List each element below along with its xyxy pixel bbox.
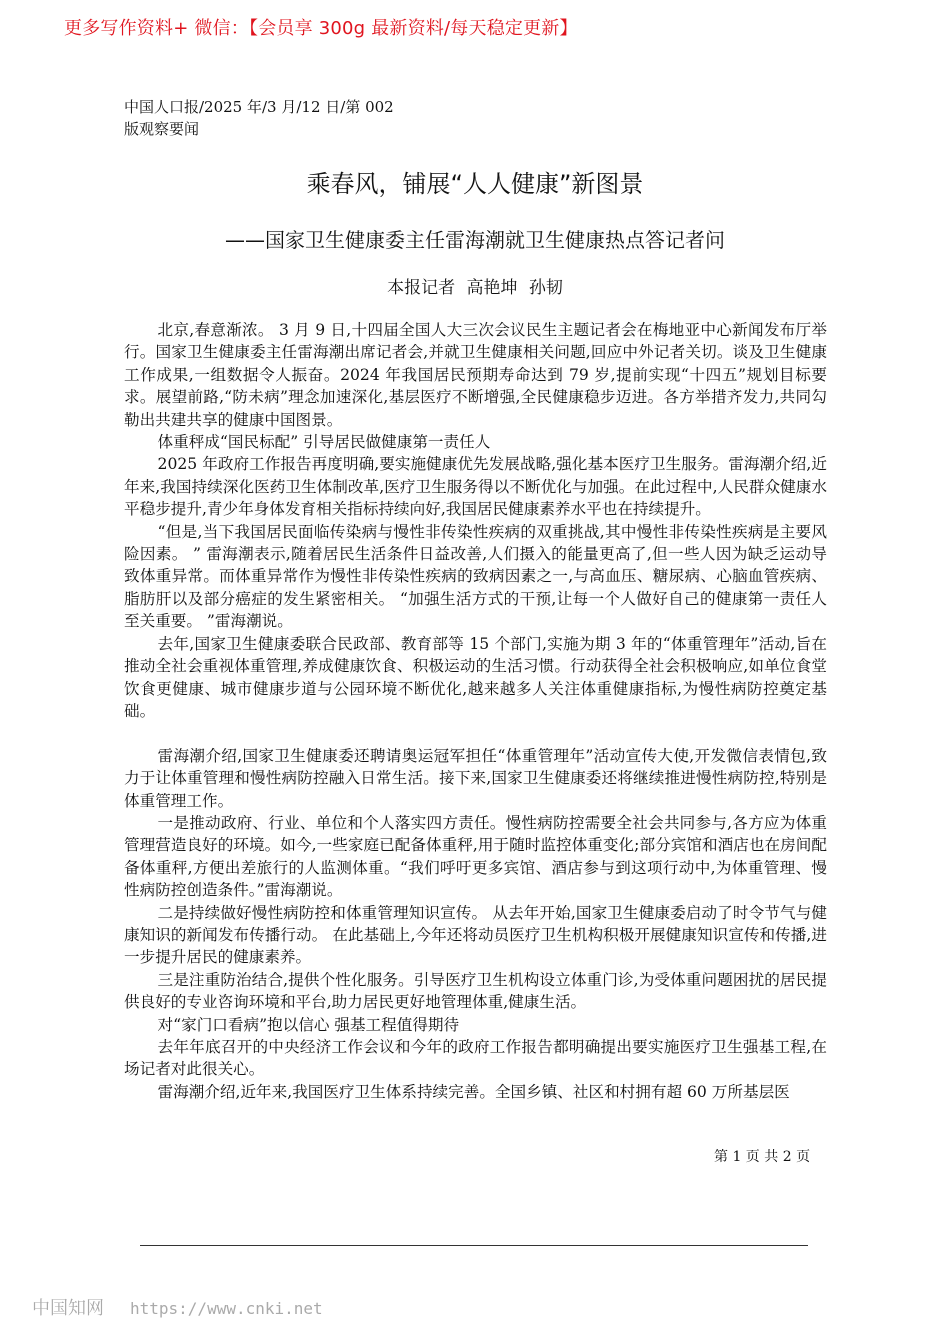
cnki-url[interactable]: https://www.cnki.net	[130, 1299, 323, 1318]
source-line: 中国人口报/2025 年/3 月/12 日/第 002	[124, 98, 394, 116]
paragraph: 去年,国家卫生健康委联合民政部、教育部等 15 个部门,实施为期 3 年的“体重管理年”活动,旨在推动全社会重视体重管理,养成健康饮食、积极运动的生活习惯。行动获得全社会积极响应,如单位食堂饮食更健康、城市健康步道与公园环境不断优化,越来越多人关注体重健康指标,为慢性病防控奠定基础。	[124, 634, 827, 720]
paragraph: 北京,春意渐浓。 3 月 9 日,十四届全国人大三次会议民生主题记者会在梅地亚中心新闻发布厅举行。国家卫生健康委主任雷海潮出席记者会,并就卫生健康相关问题,回应中外记者关切。谈及卫生健康工作成果,一组数据令人振奋。2024 年我国居民预期寿命达到 79 岁,提前实现“十四五”规划目标要求。展望前路,“防未病”理念加速深化,基层医疗不断增强,全民健康稳步迈进。各方举措齐发力,共同勾勒出共建共享的健康中国图景。	[124, 321, 827, 429]
cnki-logo-text: 中国知网	[32, 1298, 104, 1319]
paragraph: “但是,当下我国居民面临传染病与慢性非传染性疾病的双重挑战,其中慢性非传染性疾病是主要风险因素。 ” 雷海潮表示,随着居民生活条件日益改善,人们摄入的能量更高了,但一些人因为缺乏运动导致体重异常。而体重异常作为慢性非传染性疾病的致病因素之一,与高血压、糖尿病、心脑血管疾病、脂肪肝以及部分癌症的发生紧密相关。 “加强生活方式的干预,让每一个人做好自己的健康第一责任人至关重要。 ”雷海潮说。	[124, 522, 827, 631]
article-body	[124, 319, 827, 1103]
source-section: 版观察要闻	[124, 120, 200, 138]
page-number: 第 1 页 共 2 页	[714, 1149, 811, 1165]
source-info	[124, 96, 394, 140]
section-heading: 对“家门口看病”抱以信心 强基工程值得期待	[157, 1015, 460, 1034]
paragraph: 二是持续做好慢性病防控和体重管理知识宣传。 从去年开始,国家卫生健康委启动了时令节气与健康知识的新闻发布传播行动。 在此基础上,今年还将动员医疗卫生机构积极开展健康知识宣传和传播,进一步提升居民的健康素养。	[124, 903, 827, 967]
paragraph: 去年年底召开的中央经济工作会议和今年的政府工作报告都明确提出要实施医疗卫生强基工程,在场记者对此很关心。	[124, 1037, 827, 1079]
divider	[140, 1245, 808, 1246]
paragraph: 雷海潮介绍,近年来,我国医疗卫生体系持续完善。全国乡镇、社区和村拥有超 60 万所基层医	[157, 1082, 790, 1101]
promo-banner: 更多写作资料+ 微信：【会员享 300g 最新资料/每天稳定更新】	[64, 18, 578, 39]
article-title: 乘春风，铺展“人人健康”新图景	[306, 170, 644, 198]
paragraph: 2025 年政府工作报告再度明确,要实施健康优先发展战略,强化基本医疗卫生服务。雷海潮介绍,近年来,我国持续深化医药卫生体制改革,医疗卫生服务得以不断优化与加强。在此过程中,人民群众健康水平稳步提升,青少年身体发育相关指标持续向好,我国居民健康素养水平也在持续提升。	[124, 455, 827, 519]
paragraph: 雷海潮介绍,国家卫生健康委还聘请奥运冠军担任“体重管理年”活动宣传大使,开发微信表情包,致力于让体重管理和慢性病防控融入日常生活。接下来,国家卫生健康委还将继续推进慢性病防控,特别是体重管理工作。	[124, 746, 827, 810]
paragraph: 一是推动政府、行业、单位和个人落实四方责任。慢性病防控需要全社会共同参与,各方应为体重管理营造良好的环境。如今,一些家庭已配备体重秤,用于随时监控体重变化;部分宾馆和酒店也在房间配备体重秤,方便出差旅行的人监测体重。“我们呼吁更多宾馆、酒店参与到这项行动中,为体重管理、慢性病防控创造条件。”雷海潮说。	[124, 813, 827, 900]
section-heading: 体重秤成“国民标配” 引导居民做健康第一责任人	[157, 433, 491, 452]
article-subtitle: ——国家卫生健康委主任雷海潮就卫生健康热点答记者问	[225, 228, 725, 252]
footer-watermark	[32, 1294, 323, 1320]
paragraph: 三是注重防治结合,提供个性化服务。引导医疗卫生机构设立体重门诊,为受体重问题困扰的居民提供良好的专业咨询环境和平台,助力居民更好地管理体重,健康生活。	[124, 970, 827, 1012]
byline: 本报记者 高艳坤 孙韧	[387, 278, 563, 298]
